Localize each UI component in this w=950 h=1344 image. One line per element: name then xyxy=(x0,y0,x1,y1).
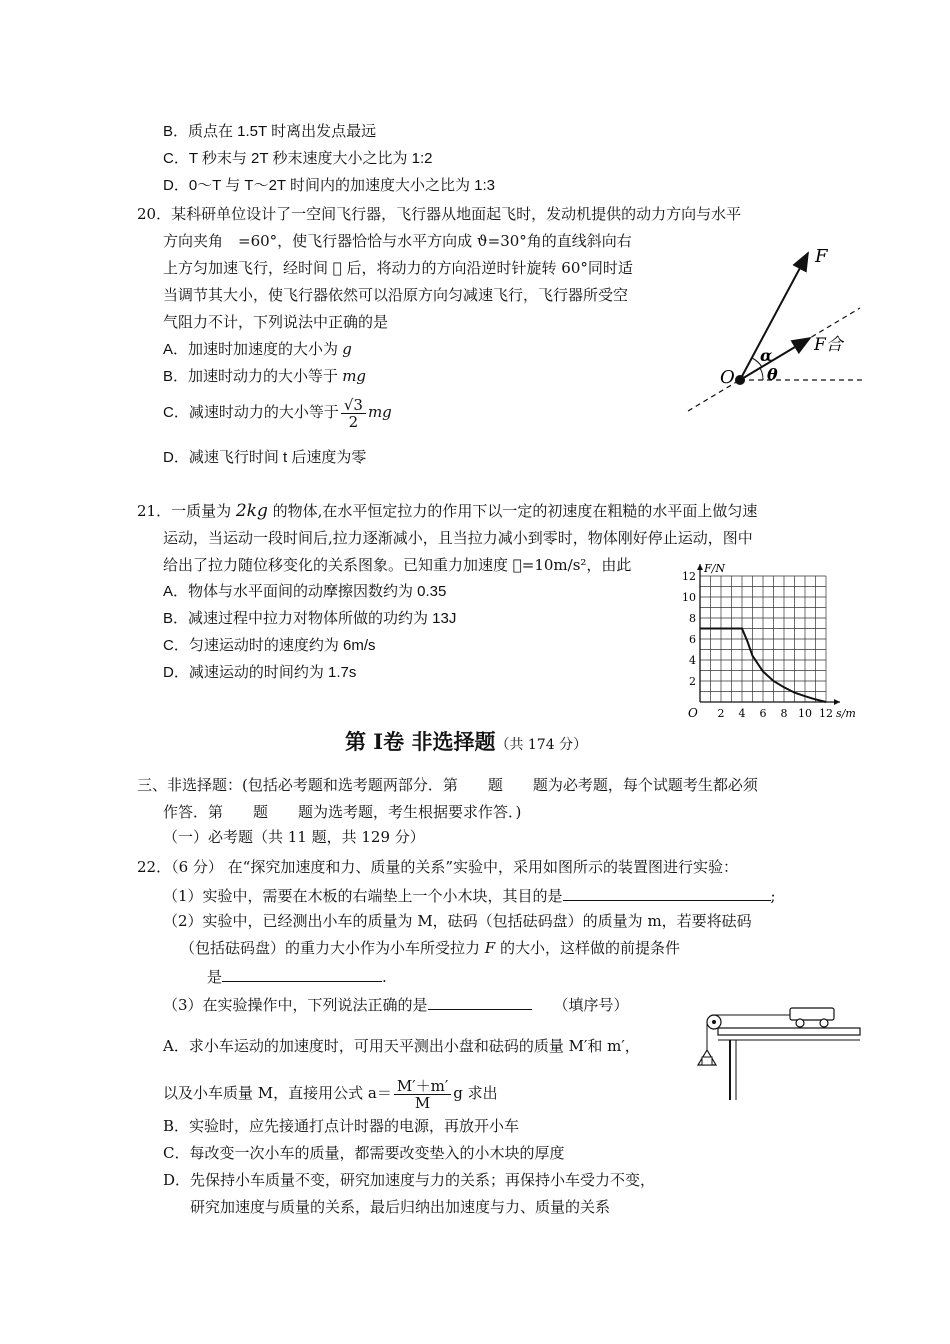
theta-arc xyxy=(760,368,763,380)
q22-option-a-line2: 以及小车质量 M，直接用公式 a＝ $\frac{M'+m'}{M}$ g 求出 xyxy=(163,1076,498,1112)
q20-stem-line4: 当调节其大小，使飞行器依然可以沿原方向匀减速飞行，飞行器所受空 xyxy=(163,286,629,304)
label-alpha: α xyxy=(760,346,773,365)
x-axis-arrow xyxy=(834,699,840,705)
q22-option-c: C．每改变一次小车的质量，都需要改变垫入的小木块的厚度 xyxy=(163,1144,565,1162)
cart-wheel xyxy=(796,1019,804,1027)
x-tick-label: 12 xyxy=(819,707,833,720)
q21-option-c: C．匀速运动时的速度约为 6m/s xyxy=(163,637,376,654)
weight-block xyxy=(702,1057,712,1065)
y-tick-label: 8 xyxy=(689,612,696,625)
x-tick-label: 10 xyxy=(798,707,812,720)
table-top xyxy=(718,1028,860,1035)
q21-option-d: D．减速运动的时间约为 1.7s xyxy=(163,664,357,681)
q21-option-b: B．减速过程中拉力对物体所做的功约为 13J xyxy=(163,610,457,627)
q20-option-b: B．加速时动力的大小等于 mg xyxy=(163,367,367,385)
label-O: O xyxy=(720,367,735,388)
y-tick-label: 12 xyxy=(682,570,696,583)
q21-stem-line2: 运动，当运动一段时间后,拉力逐渐减小，且当拉力减小到零时，物体刚好停止运动，图中 xyxy=(163,529,753,547)
part3-line2: 作答．第 题 题为选考题，考生根据要求作答．) xyxy=(163,803,522,821)
q19-option-c: C．T 秒末与 2T 秒末速度大小之比为 1:2 xyxy=(163,150,433,167)
y-tick-label: 10 xyxy=(682,591,696,604)
answer-blank-2[interactable] xyxy=(222,965,382,982)
label-F: F xyxy=(815,246,828,267)
force-F-arrow xyxy=(740,253,808,380)
x-tick-label: 2 xyxy=(717,707,725,720)
q22-stem: 22．（6 分） 在“探究加速度和力、质量的关系”实验中，采用如图所示的装置图进行实验： xyxy=(137,858,739,876)
cart-wheel xyxy=(820,1019,828,1027)
y-axis-label: F/N xyxy=(704,562,725,575)
q21-option-a: A．物体与水平面间的动摩擦因数约为 0.35 xyxy=(163,583,447,600)
q22-option-d-line2: 研究加速度与质量的关系，最后归纳出加速度与力、质量的关系 xyxy=(190,1198,611,1216)
q20-stem-line5: 气阻力不计，下列说法中正确的是 xyxy=(163,313,389,331)
q22-option-d-line1: D．先保持小车质量不变，研究加速度与力的关系；再保持小车受力不变， xyxy=(163,1171,656,1189)
q20-option-c: C．减速时动力的大小等于 $\frac{√3}{2}$ mg xyxy=(163,395,392,431)
experiment-apparatus-diagram xyxy=(690,1000,870,1105)
q20-stem-line2: 方向夹角 =60°，使飞行器恰恰与水平方向成 ϑ=30°角的直线斜向右 xyxy=(163,232,632,250)
acceleration-fraction: $\frac{M'+m'}{M}$ xyxy=(394,1078,451,1111)
origin-label: O xyxy=(688,706,698,720)
q20-stem-line1: 20．某科研单位设计了一空间飞行器，飞行器从地面起飞时，发动机提供的动力方向与水平 xyxy=(137,205,742,223)
sqrt3-over-2-fraction: $\frac{√3}{2}$ xyxy=(341,397,366,430)
part3-line1: 三、非选择题：(包括必考题和选考题两部分．第 题 题为必考题，每个试题考生都必须 xyxy=(137,776,758,794)
force-displacement-chart xyxy=(670,560,870,725)
y-tick-label: 2 xyxy=(689,675,696,688)
force-diagram xyxy=(680,240,880,420)
q19-option-b: B．质点在 1.5T 时离出发点最远 xyxy=(163,123,377,140)
answer-blank-3[interactable] xyxy=(428,993,532,1010)
x-tick-label: 6 xyxy=(759,707,767,720)
q22-option-a-line1: A．求小车运动的加速度时，可用天平测出小盘和砝码的质量 M′和 m′， xyxy=(163,1037,640,1055)
q20-option-d: D．减速飞行时间 t 后速度为零 xyxy=(163,449,367,466)
q22-sub2-line3: 是 . xyxy=(207,965,387,987)
q19-option-d: D．0～T 与 T～2T 时间内的加速度大小之比为 1:3 xyxy=(163,177,495,194)
part3-line3: （一）必考题（共 11 题，共 129 分） xyxy=(163,828,425,846)
point-O xyxy=(735,375,745,385)
q21-stem-line1: 21．一质量为 2kg 的物体,在水平恒定拉力的作用下以一定的初速度在粗糙的水平面上做匀速 xyxy=(137,501,758,521)
y-tick-label: 4 xyxy=(689,654,696,667)
q21-stem-line3: 给出了拉力随位移变化的关系图象。已知重力加速度 󰀀=10m/s²，由此 xyxy=(163,556,632,574)
cart-body xyxy=(790,1008,834,1020)
answer-blank-1[interactable] xyxy=(563,884,771,901)
y-axis-arrow xyxy=(697,564,703,570)
x-axis-label: s/m xyxy=(836,707,856,720)
q22-sub2-line1: （2）实验中，已经测出小车的质量为 M，砝码（包括砝码盘）的质量为 m，若要将砝码 xyxy=(163,912,752,930)
x-tick-label: 4 xyxy=(738,707,746,720)
q22-sub2-line2: （包括砝码盘）的重力大小作为小车所受拉力 F 的大小，这样做的前提条件 xyxy=(180,939,680,957)
label-F-he: F合 xyxy=(814,335,843,355)
section-title: 第 Ⅰ卷 非选择题（共 174 分） xyxy=(345,729,588,754)
q20-stem-line3: 上方匀加速飞行，经时间 󰀀 后，将动力的方向沿逆时针旋转 60°同时适 xyxy=(163,259,633,277)
q22-option-b: B．实验时，应先接通打点计时器的电源，再放开小车 xyxy=(163,1117,520,1135)
q22-sub1: （1）实验中，需要在木板的右端垫上一个小木块，其目的是 ; xyxy=(163,884,776,906)
label-theta: θ xyxy=(767,365,778,384)
q20-option-a: A．加速时加速度的大小为 g xyxy=(163,340,352,358)
y-tick-label: 6 xyxy=(689,633,696,646)
q22-sub3: （3）在实验操作中，下列说法正确的是 （填序号） xyxy=(163,993,629,1015)
x-tick-label: 8 xyxy=(780,707,788,720)
